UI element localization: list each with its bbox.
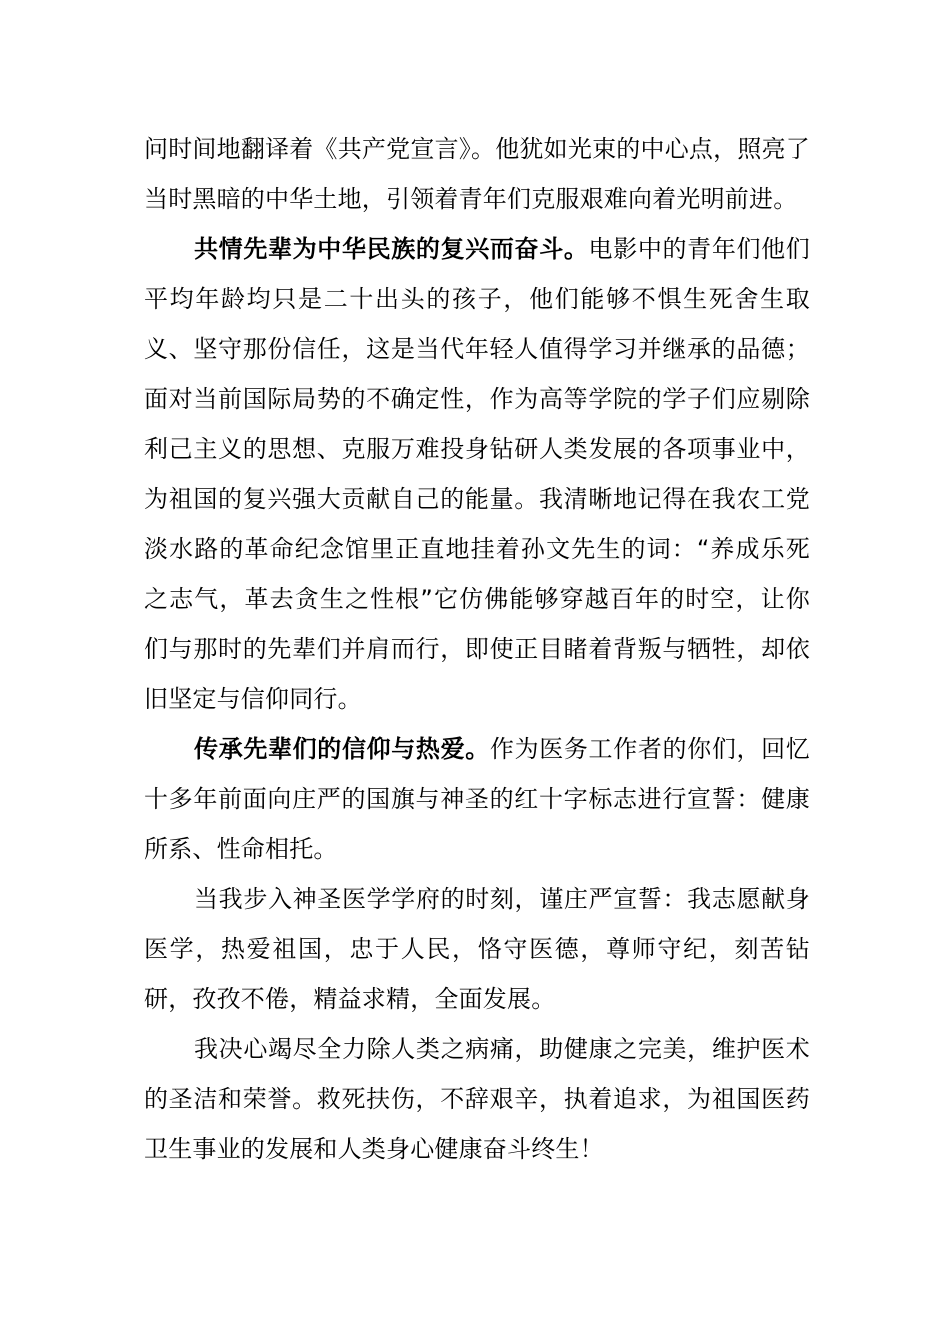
- paragraph-1-text: 问时间地翻译着《共产党宣言》。他犹如光束的中心点，照亮了当时黑暗的中华土地，引领着青年们克服艰难向着光明前进。: [144, 135, 810, 213]
- paragraph-3-text: 作为医务工作者的你们，回忆十多年前面向庄严的国旗与神圣的红十字标志进行宣誓：健康所系、性命相托。: [144, 735, 810, 863]
- paragraph-2: [144, 224, 810, 724]
- paragraph-5-text: 我决心竭尽全力除人类之病痛，助健康之完美，维护医术的圣洁和荣誉。救死扶伤，不辞艰辛，执着追求，为祖国医药卫生事业的发展和人类身心健康奋斗终生！: [144, 1035, 810, 1163]
- paragraph-3: [144, 724, 810, 874]
- paragraph-5: [144, 1024, 810, 1174]
- paragraph-2-text: 电影中的青年们他们平均年龄均只是二十出头的孩子，他们能够不惧生死舍生取义、坚守那份信任，这是当代年轻人值得学习并继承的品德；面对当前国际局势的不确定性，作为高等学院的学子们应剔除利己主义的思想、克服万难投身钻研人类发展的各项事业中，为祖国的复兴强大贡献自己的能量。我清晰地记得在我农工党淡水路的革命纪念馆里正直地挂着孙文先生的词：“养成乐死之志气，革去贪生之性根”它仿佛能够穿越百年的时空，让你们与那时的先辈们并肩而行，即使正目睹着背叛与牺牲，却依旧坚定与信仰同行。: [144, 235, 810, 713]
- body-text: [144, 124, 810, 1174]
- paragraph-3-heading: 传承先辈们的信仰与热爱。: [194, 735, 490, 763]
- paragraph-4-text: 当我步入神圣医学学府的时刻，谨庄严宣誓：我志愿献身医学，热爱祖国，忠于人民，恪守医德，尊师守纪，刻苦钻研，孜孜不倦，精益求精，全面发展。: [144, 885, 810, 1013]
- paragraph-2-heading: 共情先辈为中华民族的复兴而奋斗。: [194, 235, 589, 263]
- paragraph-1: [144, 124, 810, 224]
- paragraph-4: [144, 874, 810, 1024]
